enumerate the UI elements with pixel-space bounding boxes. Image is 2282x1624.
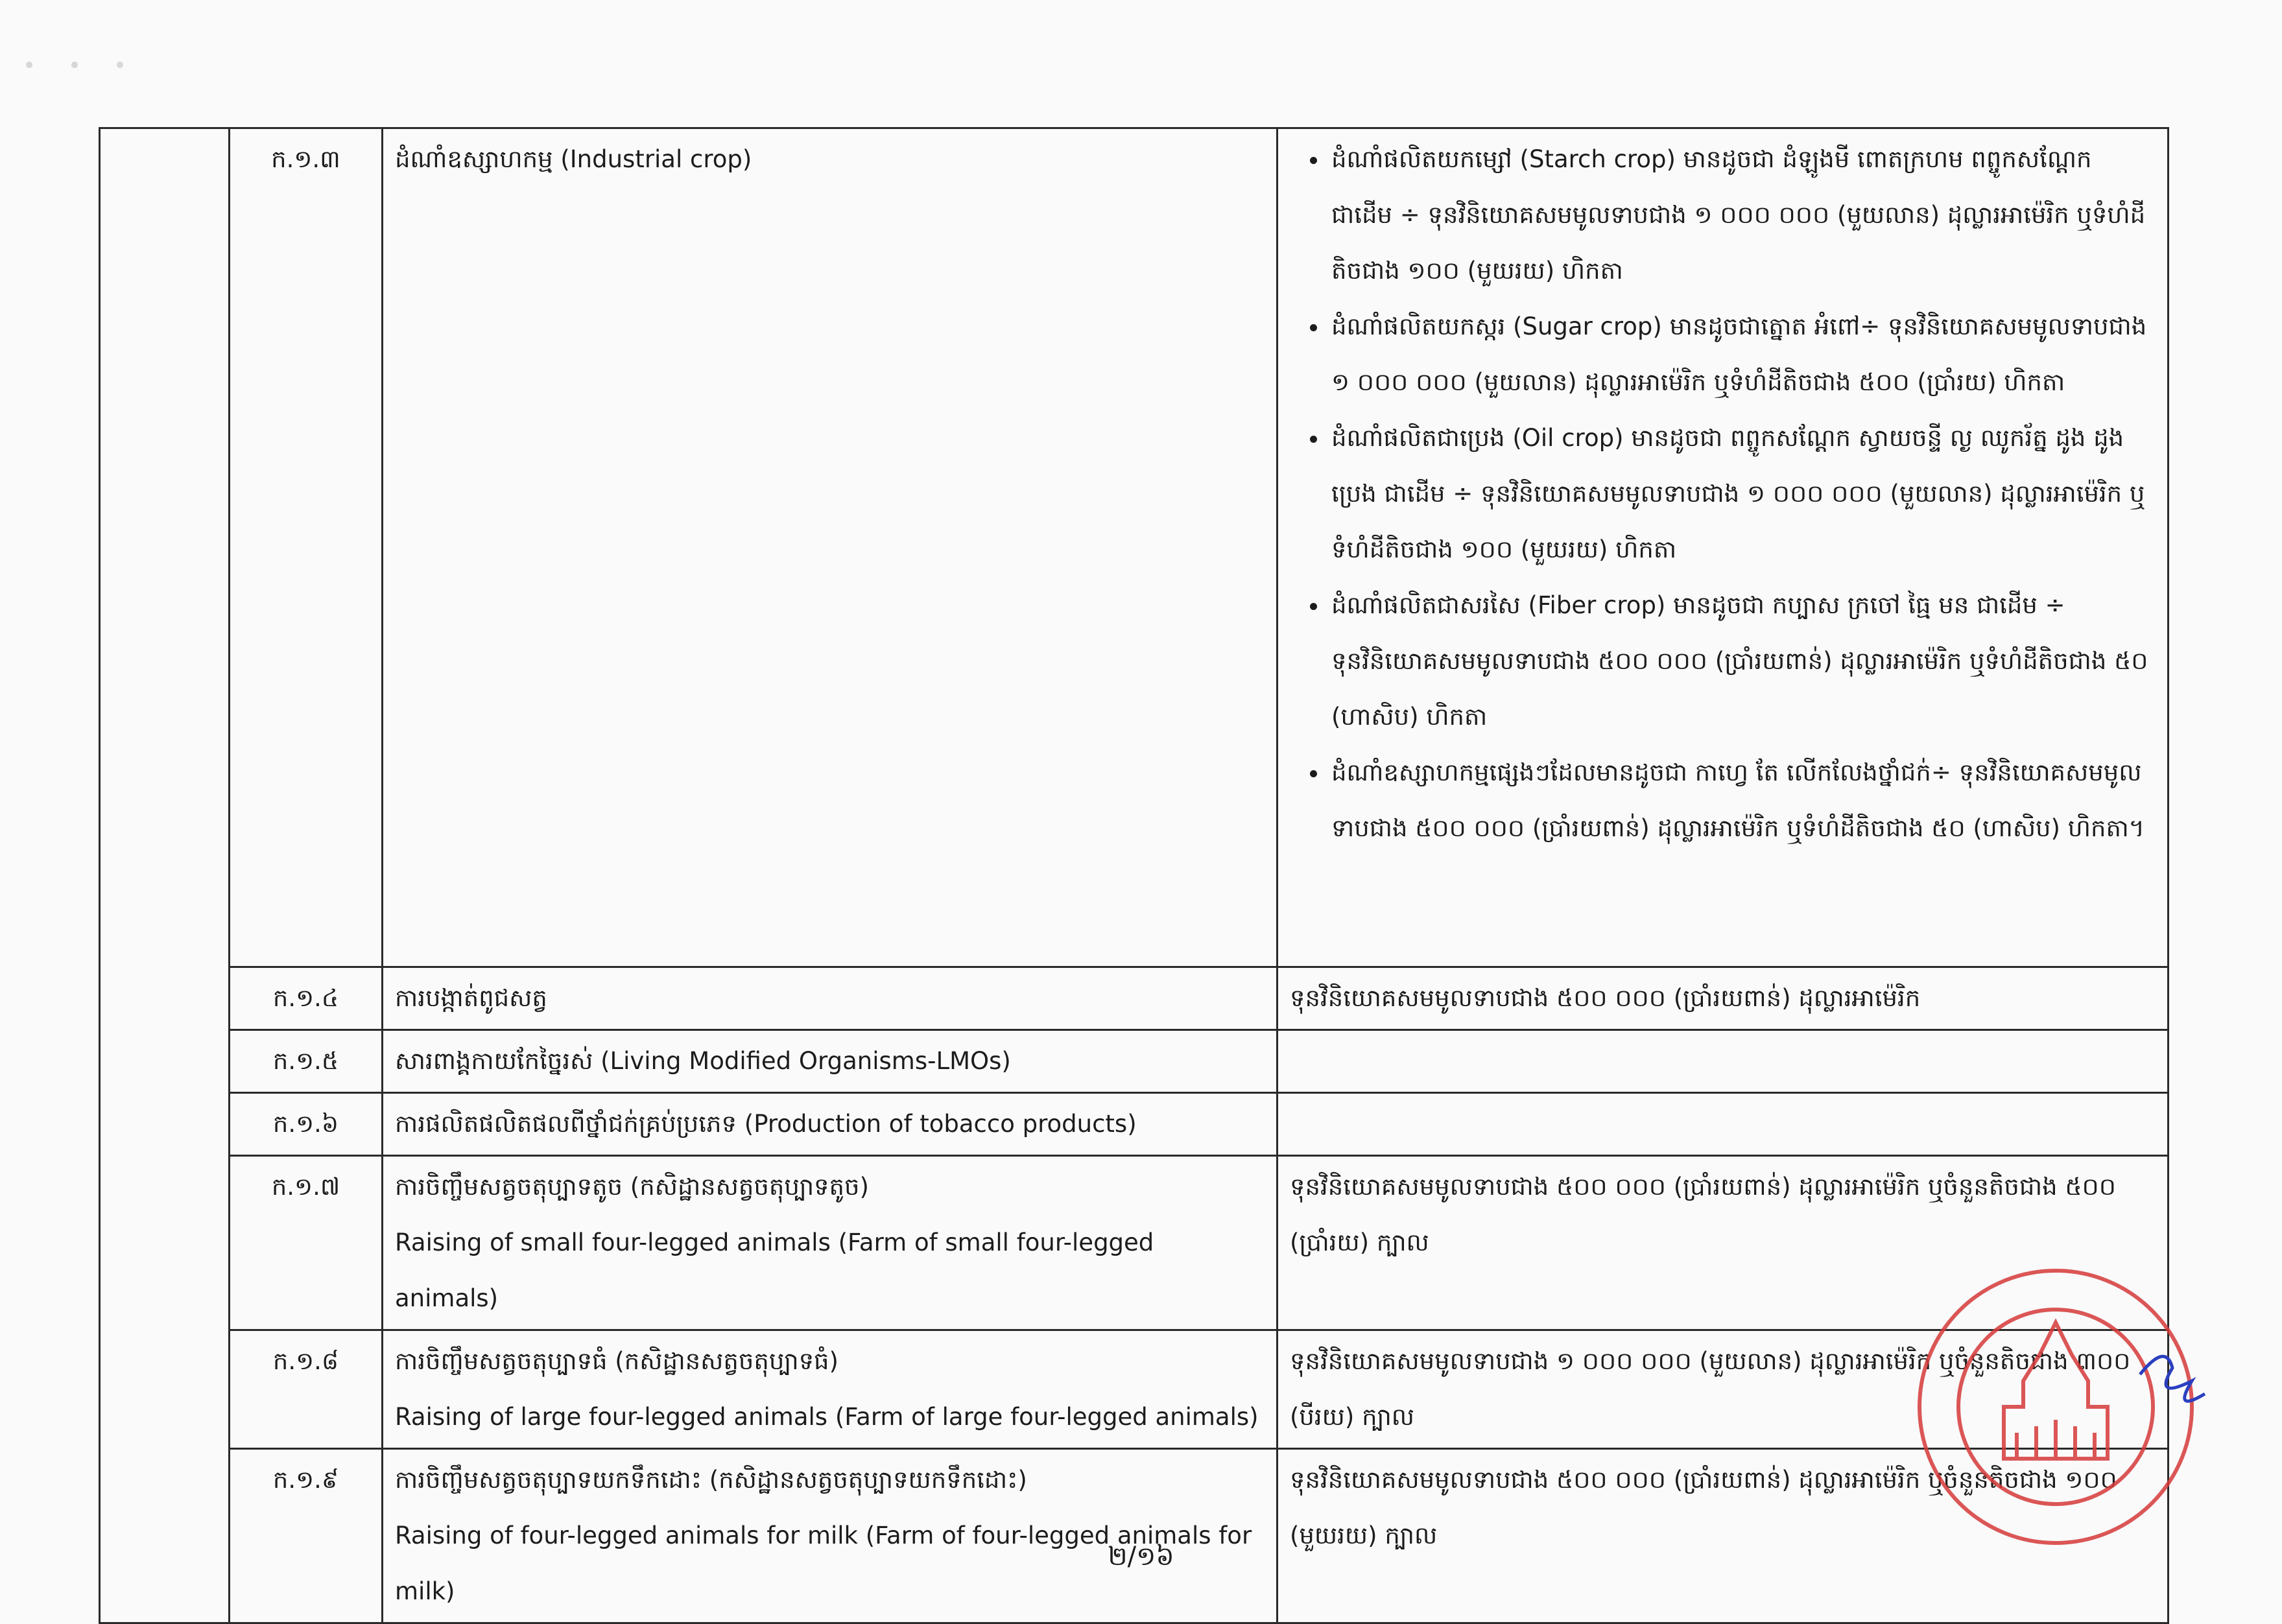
table-row [100, 1449, 2169, 1623]
row-criteria [1278, 1093, 2169, 1156]
table-row [100, 967, 2169, 1030]
row-code: ក.១.៤ [230, 967, 383, 1030]
merged-empty-cell [100, 128, 230, 1623]
row-name: ការបង្កាត់ពូជសត្វ [383, 967, 1278, 1030]
row-name-en: Raising of four-legged animals for milk (Farm of four-legged animals for milk) [395, 1522, 1252, 1605]
official-seal-stamp [1868, 1245, 2218, 1549]
row-code: ក.១.៥ [230, 1030, 383, 1093]
list-item: • ដំណាំឧស្សាហកម្មផ្សេងៗដែលមានដូចជា កាហ្វេ តែ លើកលែងថ្នាំជក់÷ ទុនវិនិយោគសមមូលទាបជាង ៥០០ ០០០ (ប្រាំរយពាន់) ដុល្លារអាម៉េរិក ឬទំហំដីតិចជាង ៥០ (ហាសិប) ហិកតា។ [1329, 745, 2156, 856]
criteria-table [99, 127, 2169, 1624]
criteria-list [1290, 132, 2156, 856]
row-name-en: Raising of large four-legged animals (Farm of large four-legged animals) [395, 1403, 1259, 1431]
row-name: ការផលិតផលិតផលពីថ្នាំជក់គ្រប់ប្រភេទ (Production of tobacco products) [383, 1093, 1278, 1156]
table-row [100, 1330, 2169, 1449]
list-item: • ដំណាំផលិតយកម្សៅ (Starch crop) មានដូចជា ដំឡូងមី ពោតក្រហម ពព្ចូកសណ្តែក ជាដើម ÷ ទុនវិនិយោគសមមូលទាបជាង ១ ០០០ ០០០ (មួយលាន) ដុល្លារអាម៉េរិក ឬទំហំដីតិចជាង ១០០ (មួយរយ) ហិកតា [1329, 132, 2156, 299]
row-criteria [1278, 1030, 2169, 1093]
table-row [100, 1093, 2169, 1156]
row-code: ក.១.៩ [230, 1449, 383, 1623]
row-code: ក.១.៨ [230, 1330, 383, 1449]
row-code: ក.១.៧ [230, 1156, 383, 1330]
temple-columns [2017, 1420, 2095, 1459]
row-criteria: ទុនវិនិយោគសមមូលទាបជាង ៥០០ ០០០ (ប្រាំរយពាន់) ដុល្លារអាម៉េរិក ឬចំនួនតិចជាង ១០០ (មួយរយ) ក្បាល [1278, 1449, 2169, 1623]
table-row [100, 1156, 2169, 1330]
row-code: ក.១.៣ [230, 128, 383, 967]
row-name: សារពាង្គកាយកែច្នៃរស់ (Living Modified Organisms-LMOs) [383, 1030, 1278, 1093]
row-criteria: ទុនវិនិយោគសមមូលទាបជាង ១ ០០០ ០០០ (មួយលាន) ដុល្លារអាម៉េរិក ឬចំនួនតិចជាង ៣០០ (បីរយ) ក្បាល [1278, 1330, 2169, 1449]
row-name-km: ការចិញ្ចឹមសត្វចតុប្បាទតូច (កសិដ្ឋានសត្វចតុប្បាទតូច) [395, 1173, 869, 1201]
table-row [100, 1030, 2169, 1093]
row-name [383, 1449, 1278, 1623]
table-row [100, 128, 2169, 967]
seal-inner-ring [1958, 1310, 2153, 1504]
row-code: ក.១.៦ [230, 1093, 383, 1156]
scan-marks [26, 58, 169, 74]
page-number: ២/១៦ [1108, 1542, 1174, 1571]
list-item: • ដំណាំផលិតជាប្រេង (Oil crop) មានដូចជា ពព្ចូកសណ្តែក ស្វាយចន្ទី ល្ង ឈូករ័ត្ន ដូង ដូងប្រេង ជាដើម ÷ ទុនវិនិយោគសមមូលទាបជាង ១ ០០០ ០០០ (មួយលាន) ដុល្លារអាម៉េរិក ឬទំហំដីតិចជាង ១០០ (មួយរយ) ហិកតា [1329, 410, 2156, 578]
row-name: ដំណាំឧស្សាហកម្ម (Industrial crop) [383, 128, 1278, 967]
row-name-en: Raising of small four-legged animals (Farm of small four-legged animals) [395, 1229, 1154, 1312]
list-item: • ដំណាំផលិតយកស្ករ (Sugar crop) មានដូចជាត្នោត អំពៅ÷ ទុនវិនិយោគសមមូលទាបជាង ១ ០០០ ០០០ (មួយលាន) ដុល្លារអាម៉េរិក ឬទំហំដីតិចជាង ៥០០ (ប្រាំរយ) ហិកតា [1329, 299, 2156, 410]
row-criteria [1278, 128, 2169, 967]
row-name-km: ការចិញ្ចឹមសត្វចតុប្បាទធំ (កសិដ្ឋានសត្វចតុប្បាទធំ) [395, 1347, 838, 1375]
list-item: • ដំណាំផលិតជាសរសៃ (Fiber crop) មានដូចជា កប្បាស ក្រចៅ ធ្មៃ មន ជាដើម ÷ ទុនវិនិយោគសមមូលទាបជាង ៥០០ ០០០ (ប្រាំរយពាន់) ដុល្លារអាម៉េរិក ឬទំហំដីតិចជាង ៥០ (ហាសិប) ហិកតា [1329, 578, 2156, 745]
row-name-km: ការចិញ្ចឹមសត្វចតុប្បាទយកទឹកដោះ (កសិដ្ឋានសត្វចតុប្បាទយកទឹកដោះ) [395, 1466, 1027, 1494]
row-name [383, 1330, 1278, 1449]
row-criteria: ទុនវិនិយោគសមមូលទាបជាង ៥០០ ០០០ (ប្រាំរយពាន់) ដុល្លារអាម៉េរិក ឬចំនួនតិចជាង ៥០០ (ប្រាំរយ) ក្បាល [1278, 1156, 2169, 1330]
row-criteria: ទុនវិនិយោគសមមូលទាបជាង ៥០០ ០០០ (ប្រាំរយពាន់) ដុល្លារអាម៉េរិក [1278, 967, 2169, 1030]
row-name [383, 1156, 1278, 1330]
